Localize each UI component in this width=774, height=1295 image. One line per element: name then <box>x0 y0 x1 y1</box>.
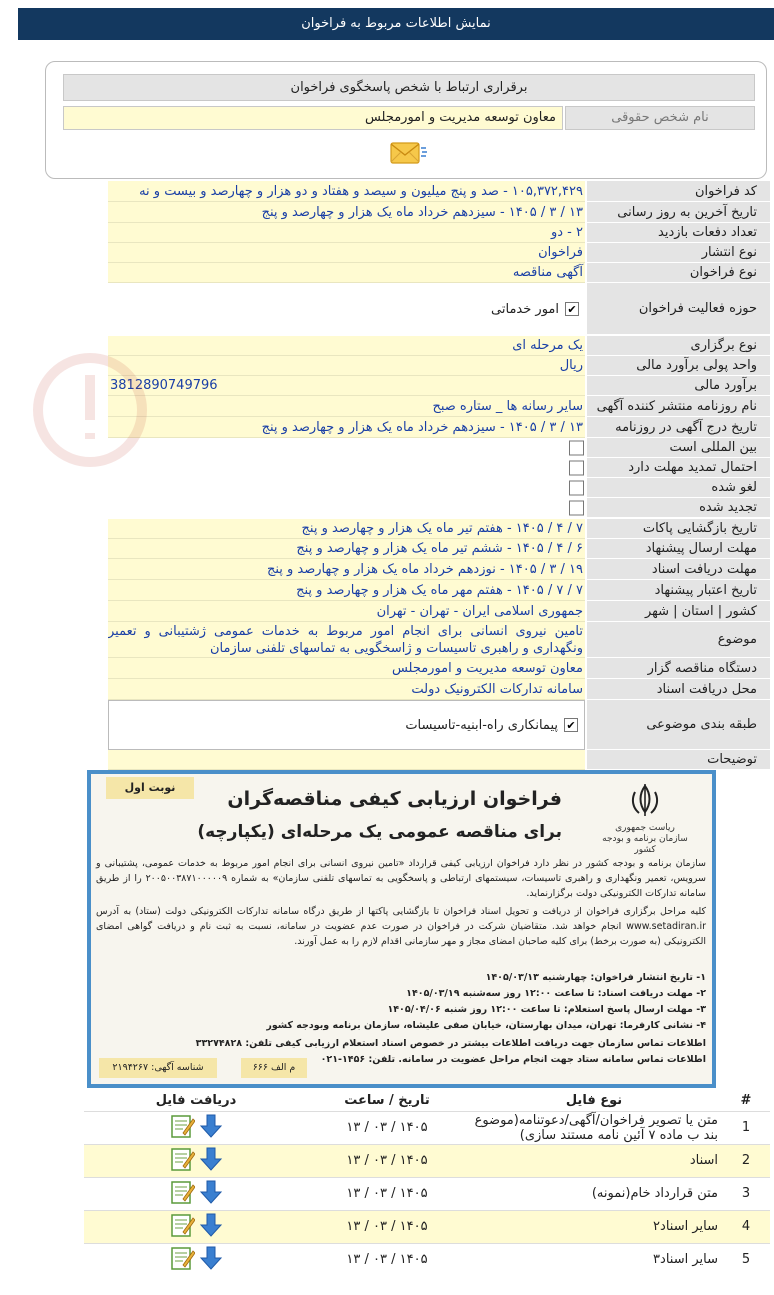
renewed-label: تجدید شده <box>587 498 770 518</box>
publish-type-value[interactable]: فراخوان <box>108 243 585 263</box>
row-international <box>108 438 770 458</box>
row-docs-deadline <box>108 559 770 580</box>
call-type-value[interactable]: آگهی مناقصه <box>108 263 585 283</box>
row-submit <box>108 539 770 559</box>
envelope-icon[interactable] <box>385 139 429 169</box>
contact-panel <box>45 61 767 179</box>
table-row <box>84 1111 770 1144</box>
activity-value: امور خدماتی <box>491 301 559 317</box>
newspaper-date-label: تاریخ درج آگهی در روزنامه <box>587 417 770 438</box>
newspaper-value: سایر رسانه ها _ ستاره صبح <box>108 396 585 417</box>
renewed-checkbox[interactable] <box>569 501 584 516</box>
download-cell <box>84 1111 308 1144</box>
receive-place-label: محل دریافت اسناد <box>587 679 770 700</box>
file-type: اسناد <box>466 1144 722 1177</box>
submit-value: ۶ / ۴ / ۱۴۰۵ - ششم تیر ماه یک هزار و چهارصد و پنج <box>108 539 585 559</box>
row-organizer <box>108 658 770 679</box>
file-date: ۱۴۰۵ / ۰۳ / ۱۳ <box>308 1144 466 1177</box>
row-receive-place <box>108 679 770 700</box>
download-cell <box>84 1177 308 1210</box>
extension-checkbox[interactable] <box>569 461 584 476</box>
international-label: بین المللی است <box>587 438 770 458</box>
row-location <box>108 601 770 622</box>
download-arrow-icon[interactable] <box>198 1179 224 1205</box>
table-row <box>84 1210 770 1243</box>
row-number: 4 <box>722 1210 770 1243</box>
hold-type-value: یک مرحله ای <box>108 336 585 356</box>
row-activity <box>108 283 770 335</box>
category-checkbox[interactable]: ✔ <box>564 718 578 732</box>
description-label: توضیحات <box>587 750 770 770</box>
notice-contact-1: اطلاعات تماس سازمان جهت دریافت اطلاعات بیشتر در خصوص اسناد استعلام ارزیابی کیفی تلفن: ۳۳۲۷۴۸۲۸ <box>195 1038 706 1049</box>
row-validity <box>108 580 770 601</box>
publish-type-label: نوع انتشار <box>587 243 770 263</box>
validity-value: ۷ / ۷ / ۱۴۰۵ - هفتم مهر ماه یک هزار و چهارصد و پنج <box>108 580 585 601</box>
table-row <box>84 1177 770 1210</box>
hold-type-label: نوع برگزاری <box>587 336 770 356</box>
notice-contact-2: اطلاعات تماس سامانه ستاد جهت انجام مراحل عضویت در سامانه. تلفن: ۱۴۵۶-۰۲۱ <box>320 1054 706 1065</box>
row-updated <box>108 202 770 223</box>
notice-badge: نوبت اول <box>106 777 194 799</box>
download-arrow-icon[interactable] <box>198 1212 224 1238</box>
notice-item-2: ۲- مهلت دریافت اسناد: تا ساعت ۱۲:۰۰ روز سه‌شنبه ۱۴۰۵/۰۳/۱۹ <box>406 988 706 999</box>
call-type-label: نوع فراخوان <box>587 263 770 283</box>
cancelled-checkbox[interactable] <box>569 481 584 496</box>
edit-document-icon[interactable] <box>169 1113 195 1139</box>
edit-document-icon[interactable] <box>169 1245 195 1271</box>
file-date: ۱۴۰۵ / ۰۳ / ۱۳ <box>308 1111 466 1144</box>
activity-checkbox[interactable]: ✔ <box>565 302 579 316</box>
notice-item-1: ۱- تاریخ انتشار فراخوان: چهارشنبه ۱۴۰۵/۰۳/۱۳ <box>485 972 706 983</box>
international-checkbox[interactable] <box>569 441 584 456</box>
location-value: جمهوری اسلامی ایران - تهران - تهران <box>108 601 585 622</box>
col-date: تاریخ / ساعت <box>308 1091 466 1111</box>
opening-label: تاریخ بازگشایی پاکات <box>587 519 770 539</box>
row-hold-type <box>108 336 770 356</box>
file-type: متن قرارداد خام(نمونه) <box>466 1177 722 1210</box>
download-arrow-icon[interactable] <box>198 1146 224 1172</box>
row-subject <box>108 622 770 658</box>
download-cell <box>84 1144 308 1177</box>
emblem-icon <box>625 782 665 818</box>
currency-value: ریال <box>108 356 585 376</box>
row-currency <box>108 356 770 376</box>
notice-image <box>87 770 716 1088</box>
visits-value: ۲ - دو <box>108 223 585 243</box>
files-table <box>84 1091 770 1276</box>
row-category <box>108 700 770 750</box>
currency-label: واحد پولی برآورد مالی <box>587 356 770 376</box>
contact-label: نام شخص حقوقی <box>565 106 755 130</box>
row-extension <box>108 458 770 478</box>
row-visits <box>108 223 770 243</box>
activity-label: حوزه فعالیت فراخوان <box>587 283 770 335</box>
submit-label: مهلت ارسال پیشنهاد <box>587 539 770 559</box>
code-value: ۱۰۵,۳۷۲,۴۲۹ - صد و پنج میلیون و سیصد و هفتاد و دو هزار و چهارصد و بیست و نه <box>108 181 585 202</box>
row-number: 5 <box>722 1243 770 1276</box>
row-estimate <box>108 376 770 396</box>
description-value <box>108 750 585 770</box>
file-type: سایر اسناد۳ <box>466 1243 722 1276</box>
updated-label: تاریخ آخرین به روز رسانی <box>587 202 770 223</box>
location-label: کشور | استان | شهر <box>587 601 770 622</box>
extension-label: احتمال تمدید مهلت دارد <box>587 458 770 478</box>
receive-place-value: سامانه تدارکات الکترونیک دولت <box>108 679 585 700</box>
download-arrow-icon[interactable] <box>198 1245 224 1271</box>
file-type: سایر اسناد۲ <box>466 1210 722 1243</box>
table-row <box>84 1144 770 1177</box>
notice-code: م الف ۶۶۶ <box>241 1058 307 1078</box>
row-publish-type <box>108 243 770 263</box>
row-cancelled <box>108 478 770 498</box>
edit-document-icon[interactable] <box>169 1212 195 1238</box>
newspaper-date-value: ۱۳ / ۳ / ۱۴۰۵ - سیزدهم خرداد ماه یک هزار و چهارصد و پنج <box>108 417 585 438</box>
page-title: نمایش اطلاعات مربوط به فراخوان <box>18 8 774 40</box>
cancelled-label: لغو شده <box>587 478 770 498</box>
notice-intro: سازمان برنامه و بودجه کشور در نظر دارد فراخوان ارزیابی کیفی قرارداد «تامین نیروی انسانی برای انجام امور مربوط به خدمات عمومی، پشتیبانی و سرویس، تعمیر ونگهداری و راهبری تاسیسات، سیستمهای ارتباطی و پاسخگویی به تماسهای تلفنی سازمان» به شماره ۲۰۰۵۰۰۳۸۷۱۰۰۰۰۰۹ را از طریق سامانه تدارکات الکترونیکی دولت برگزارنماید. <box>96 858 706 899</box>
notice-body: کلیه مراحل برگزاری فراخوان از دریافت و تحویل اسناد فراخوان تا بازگشایی پاکتها از طریق درگاه سامانه تدارکات الکترونیکی دولت (ستاد) به آدرس www.setadiran.ir انجام خواهد شد. متقاضیان شرکت در فراخوان در صورت عدم عضویت در سامانه، نسبت به ثبت نام و دریافت گواهی امضای الکترونیکی (به صورت برخط) برای کلیه صاحبان امضای مجاز و مهر سازمانی اقدام لازم را به عمل آورند. <box>96 906 706 947</box>
updated-value: ۱۳ / ۳ / ۱۴۰۵ - سیزدهم خرداد ماه یک هزار و چهارصد و پنج <box>108 202 585 223</box>
file-date: ۱۴۰۵ / ۰۳ / ۱۳ <box>308 1177 466 1210</box>
contact-value: معاون توسعه مدیریت و امورمجلس <box>63 106 563 130</box>
contact-row <box>63 106 755 130</box>
file-date: ۱۴۰۵ / ۰۳ / ۱۳ <box>308 1243 466 1276</box>
org-name: ریاست جمهوری سازمان برنامه و بودجه کشور <box>602 823 688 855</box>
notice-subtitle: برای مناقصه عمومی یک مرحله‌ای (یکپارچه) <box>197 822 562 842</box>
row-code <box>108 181 770 202</box>
table-row <box>84 1243 770 1276</box>
category-value: پیمانکاری راه-ابنیه-تاسیسات <box>405 717 558 733</box>
opening-value: ۷ / ۴ / ۱۴۰۵ - هفتم تیر ماه یک هزار و چهارصد و پنج <box>108 519 585 539</box>
row-number: 2 <box>722 1144 770 1177</box>
org-logo <box>600 782 690 855</box>
download-cell <box>84 1210 308 1243</box>
file-date: ۱۴۰۵ / ۰۳ / ۱۳ <box>308 1210 466 1243</box>
row-renewed <box>108 498 770 518</box>
validity-label: تاریخ اعتبار پیشنهاد <box>587 580 770 601</box>
newspaper-label: نام روزنامه منتشر کننده آگهی <box>587 396 770 417</box>
contact-header: برقراری ارتباط با شخص پاسخگوی فراخوان <box>63 74 755 101</box>
file-type: متن یا تصویر فراخوان/آگهی/دعوتنامه(موضوع بند ب ماده ۷ آئین نامه مستند سازی) <box>466 1111 722 1144</box>
docs-deadline-label: مهلت دریافت اسناد <box>587 559 770 580</box>
organizer-label: دستگاه مناقصه گزار <box>587 658 770 679</box>
col-download: دریافت فایل <box>84 1091 308 1111</box>
row-number: 3 <box>722 1177 770 1210</box>
subject-label: موضوع <box>587 622 770 658</box>
row-newspaper <box>108 396 770 417</box>
notice-item-3: ۳- مهلت ارسال پاسخ استعلام: تا ساعت ۱۲:۰۰ روز شنبه ۱۴۰۵/۰۴/۰۶ <box>387 1004 706 1015</box>
code-label: کد فراخوان <box>587 181 770 202</box>
edit-document-icon[interactable] <box>169 1179 195 1205</box>
estimate-value: 3812890749796 <box>108 376 585 396</box>
row-number: 1 <box>722 1111 770 1144</box>
subject-value: تامین نیروی انسانی برای انجام امور مربوط به خدمات عمومی ژشتیبانی و تعمیر ونگهداری و راهبری تاسیسات و ژاسخگویی به تماسهای تلفنی سازمان <box>108 622 585 658</box>
estimate-label: برآورد مالی <box>587 376 770 396</box>
download-cell <box>84 1243 308 1276</box>
row-newspaper-date <box>108 417 770 438</box>
download-arrow-icon[interactable] <box>198 1113 224 1139</box>
category-value-box <box>108 700 585 750</box>
notice-title: فراخوان ارزیابی کیفی مناقصه‌گران <box>227 788 562 810</box>
col-type: نوع فایل <box>466 1091 722 1111</box>
activity-value-box <box>108 283 585 335</box>
row-description <box>108 750 770 770</box>
notice-item-4: ۴- نشانی کارفرما: تهران، میدان بهارستان، خیابان صفی علیشاه، سازمان برنامه وبودجه کشور <box>266 1020 706 1031</box>
row-opening <box>108 519 770 539</box>
col-num: # <box>722 1091 770 1111</box>
row-call-type <box>108 263 770 283</box>
docs-deadline-value: ۱۹ / ۳ / ۱۴۰۵ - نوزدهم خرداد ماه یک هزار و چهارصد و پنج <box>108 559 585 580</box>
category-label: طبقه بندی موضوعی <box>587 700 770 750</box>
organizer-value: معاون توسعه مدیریت و امورمجلس <box>108 658 585 679</box>
visits-label: تعداد دفعات بازدید <box>587 223 770 243</box>
edit-document-icon[interactable] <box>169 1146 195 1172</box>
files-header-row <box>84 1091 770 1111</box>
notice-ad-id: شناسه آگهی: ۲۱۹۴۲۶۷ <box>99 1058 217 1078</box>
